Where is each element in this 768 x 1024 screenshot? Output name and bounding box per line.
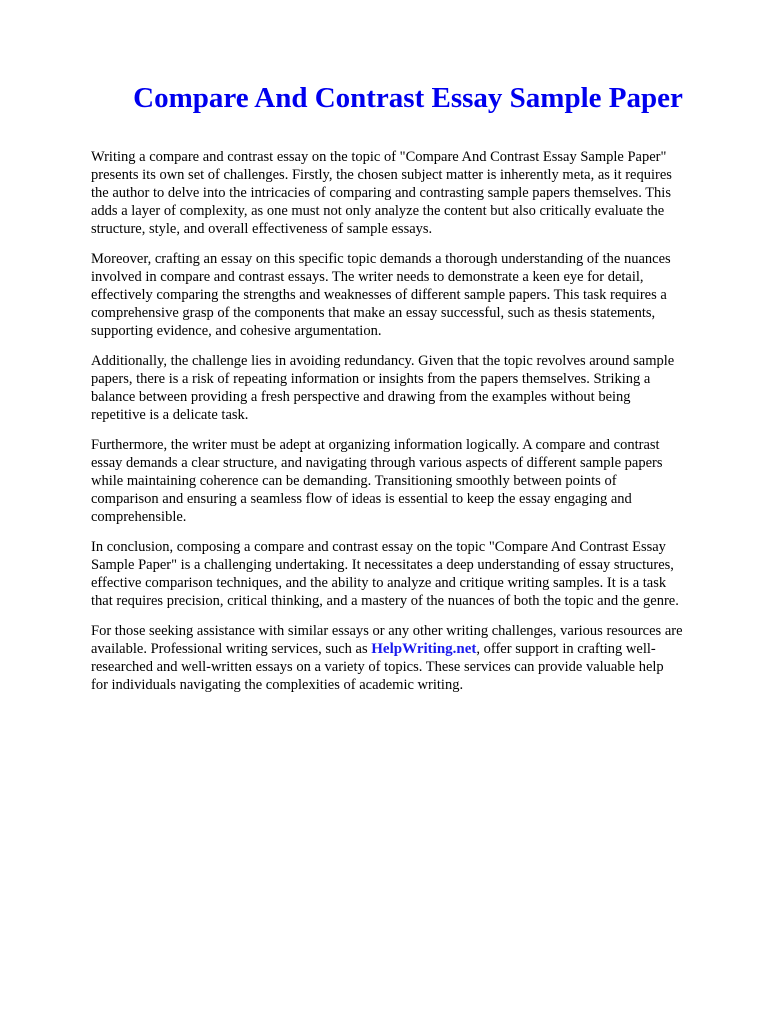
paragraph-line: effective comparison techniques, and the ability to analyze and critique writing samples. It is a task [91,575,667,591]
paragraph-line: papers, there is a risk of repeating information or insights from the papers themselves. Striking a [91,371,651,387]
paragraph-line: Writing a compare and contrast essay on the topic of "Compare And Contrast Essay Sample Paper" [91,149,667,165]
paragraph-6 [91,622,731,694]
paragraph-line: repetitive is a delicate task. [91,407,249,423]
paragraph-line: researched and well-written essays on a variety of topics. These services can provide valuable help [91,659,664,675]
paragraph-line: Moreover, crafting an essay on this specific topic demands a thorough understanding of the nuances [91,251,671,267]
paragraph-line: Furthermore, the writer must be adept at organizing information logically. A compare and contrast [91,437,660,453]
paragraph-line: For those seeking assistance with similar essays or any other writing challenges, various resources are [91,623,683,639]
paragraph-5 [91,538,731,610]
link-suffix-text: , offer support in crafting well- [476,641,656,657]
document-body [91,148,731,706]
paragraph-line: balance between providing a fresh perspective and drawing from the examples without being [91,389,631,405]
paragraph-line: Additionally, the challenge lies in avoiding redundancy. Given that the topic revolves around sample [91,353,675,369]
paragraph-line: the author to delve into the intricacies of comparing and contrasting sample papers themselves. This [91,185,671,201]
paragraph-2 [91,250,731,340]
paragraph-line: for individuals navigating the complexities of academic writing. [91,677,464,693]
paragraph-3 [91,352,731,424]
paragraph-line: structure, style, and overall effectiveness of sample essays. [91,221,433,237]
paragraph-line: adds a layer of complexity, as one must not only analyze the content but also critically evaluate the [91,203,665,219]
paragraph-line: presents its own set of challenges. Firstly, the chosen subject matter is inherently meta, as it requires [91,167,672,183]
paragraph-line: that requires precision, critical thinking, and a mastery of the nuances of both the topic and the genre. [91,593,679,609]
paragraph-line: effectively comparing the strengths and weaknesses of different sample papers. This task requires a [91,287,667,303]
paragraph-line: while maintaining coherence can be demanding. Transitioning smoothly between points of [91,473,617,489]
page-title: Compare And Contrast Essay Sample Paper [133,82,683,114]
paragraph-line-with-link [91,640,731,658]
paragraph-line: comprehensive grasp of the components that make an essay successful, such as thesis statements, [91,305,656,321]
paragraph-line: In conclusion, composing a compare and contrast essay on the topic "Compare And Contrast Essay [91,539,666,555]
paragraph-line: involved in compare and contrast essays. The writer needs to demonstrate a keen eye for detail, [91,269,644,285]
link-prefix-text: available. Professional writing services, such as [91,641,372,657]
paragraph-line: essay demands a clear structure, and navigating through various aspects of different sample papers [91,455,663,471]
paragraph-line: comparison and ensuring a seamless flow of ideas is essential to keep the essay engaging and [91,491,632,507]
paragraph-line: Sample Paper" is a challenging undertaking. It necessitates a deep understanding of essay structures, [91,557,674,573]
paragraph-line: supporting evidence, and cohesive argumentation. [91,323,382,339]
paragraph-1 [91,148,731,238]
paragraph-line: comprehensible. [91,509,187,525]
paragraph-4 [91,436,731,526]
helpwriting-link[interactable]: HelpWriting.net [371,641,477,657]
